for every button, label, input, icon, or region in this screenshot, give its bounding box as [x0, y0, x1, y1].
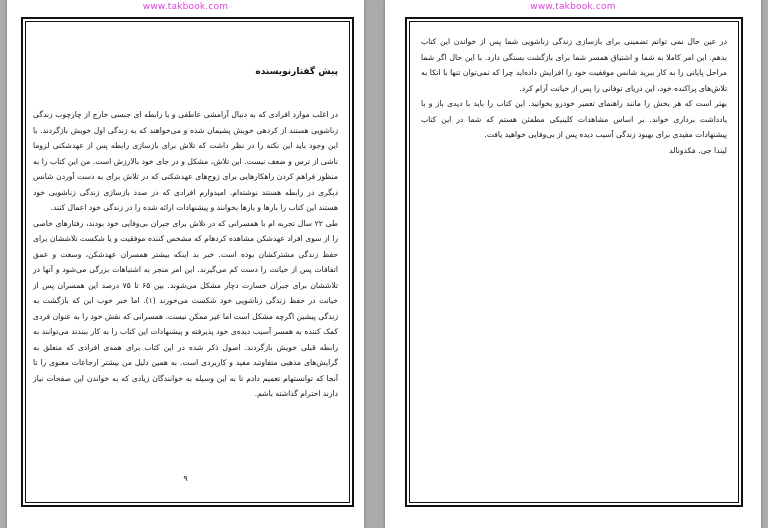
left-page-content — [33, 64, 338, 402]
right-page-content — [421, 34, 727, 158]
watermark: www.takbook.com — [530, 2, 616, 12]
watermark: www.takbook.com — [142, 2, 229, 12]
paragraph: در عین حال نمی توانم تضمینی برای بازسازی زندگی زناشویی شما پس از خواندن این کتاب بدهم. این امر کاملا به شما و اشتیاق همسر شما برای بازگشت بستگی دارد. با این حال اگر شما مراحل پایانی را به کار ببرید شانس موفقیت خود را افزایش داده‌اید چرا که نمی‌توان تنها با اتکا به تلاش‌های پراکنده خود، این دریای توفانی را پس از خیانت آرام کرد. — [421, 37, 727, 93]
paragraph: طی ۲۲ سال تجربه ام با همسرانی که در تلاش برای جبران بی‌وفایی خود بودند، رفتارهای خاصی را از سوی افراد عهدشکن مشاهده کردهام که مشخص کننده موفقیت و یا شکست تلاششان برای حفظ زندگی مشترکشان بوده است. خبر بد اینکه بیشتر همسران عهدشکن، وسعت و عمق اتفاقات پس از خیانت را دست کم می‌گیرند. این امر منجر به اشتباهات بزرگی می‌شود و آنها در تلاششان برای جبران خسارت دچار مشکل می‌شوند. بین ۶۵ تا ۷۵ درصد این همسران پس از خیانت در حفظ زندگی زناشویی خود شکست می‌خورند (۱). اما خبر خوب این که بازگشت به زندگی پیشین اگرچه مشکل است اما غیر ممکن نیست. همسرانی که نقش خود را به عنوان فردی کمک کننده به همسر آسیب دیده‌ی خود پذیرفته و پیشنهادات این کتاب را به کار ببندند می‌توانند به رابطه قبلی خویش بازگردند. اصول ذکر شده در این کتاب برای همه‌ی افرادی که متعلق به گرایش‌های مذهبی متفاوتند مفید و کاربردی است. به همین دلیل من بیشتر ارجاعات معنوی را تا آنجا که توانستهام تعمیم دادم تا به این وسیله به خوانندگان زیادی که به خواندن این صفحات نیاز دارند احترام گذاشته باشم. — [33, 218, 338, 398]
page-number: ۹ — [183, 474, 188, 483]
paragraph: بهتر است که هر بخش را مانند راهنمای تعمیر خودرو بخوانید. این کتاب را باید با دیدی باز و با یادداشت برداری خواند. بر اساس مشاهدات کلینیکی مطمئن هستم که شما در این کتاب پیشنهادات مفیدی برای بهبود زندگی آسیب دیده پس از بی‌وفایی خواهید یافت. — [421, 99, 727, 139]
paragraph: در اغلب موارد افرادی که به دنبال آرامشی عاطفی و یا رابطه ای جنسی خارج از چارچوب زندگی زناشویی هستند از کردهی خویش پشیمان شده و می‌خواهند که به زندگی اول خویش بازگردند. با این وجود باید این نکته را در نظر داشت که تلاش برای بازسازی رابطه پس از عهدشکنی لزوما ناشی از ترس و ضعف نیست. این تلاش، مشکل و در جای خود بالارزش است. من این کتاب را به منظور فراهم کردن راهکارهایی برای زوج‌های عهدشکنی که در تلاش برای به دست آوردن شانس دیگری در رابطه هستند نوشته‌ام. امیدوارم افرادی که در صدد بازسازی زندگی زناشویی خود هستند این کتاب را بارها و بارها بخوانند و پیشنهادات ارائه شده را در زندگی خود اعمال کنند. — [33, 110, 338, 212]
right-page — [385, 0, 761, 528]
page-heading: پیش گفتارنویسنده — [255, 67, 338, 77]
author-signature: لیندا جی. مَکدونالد — [669, 145, 727, 155]
left-page — [7, 0, 364, 528]
